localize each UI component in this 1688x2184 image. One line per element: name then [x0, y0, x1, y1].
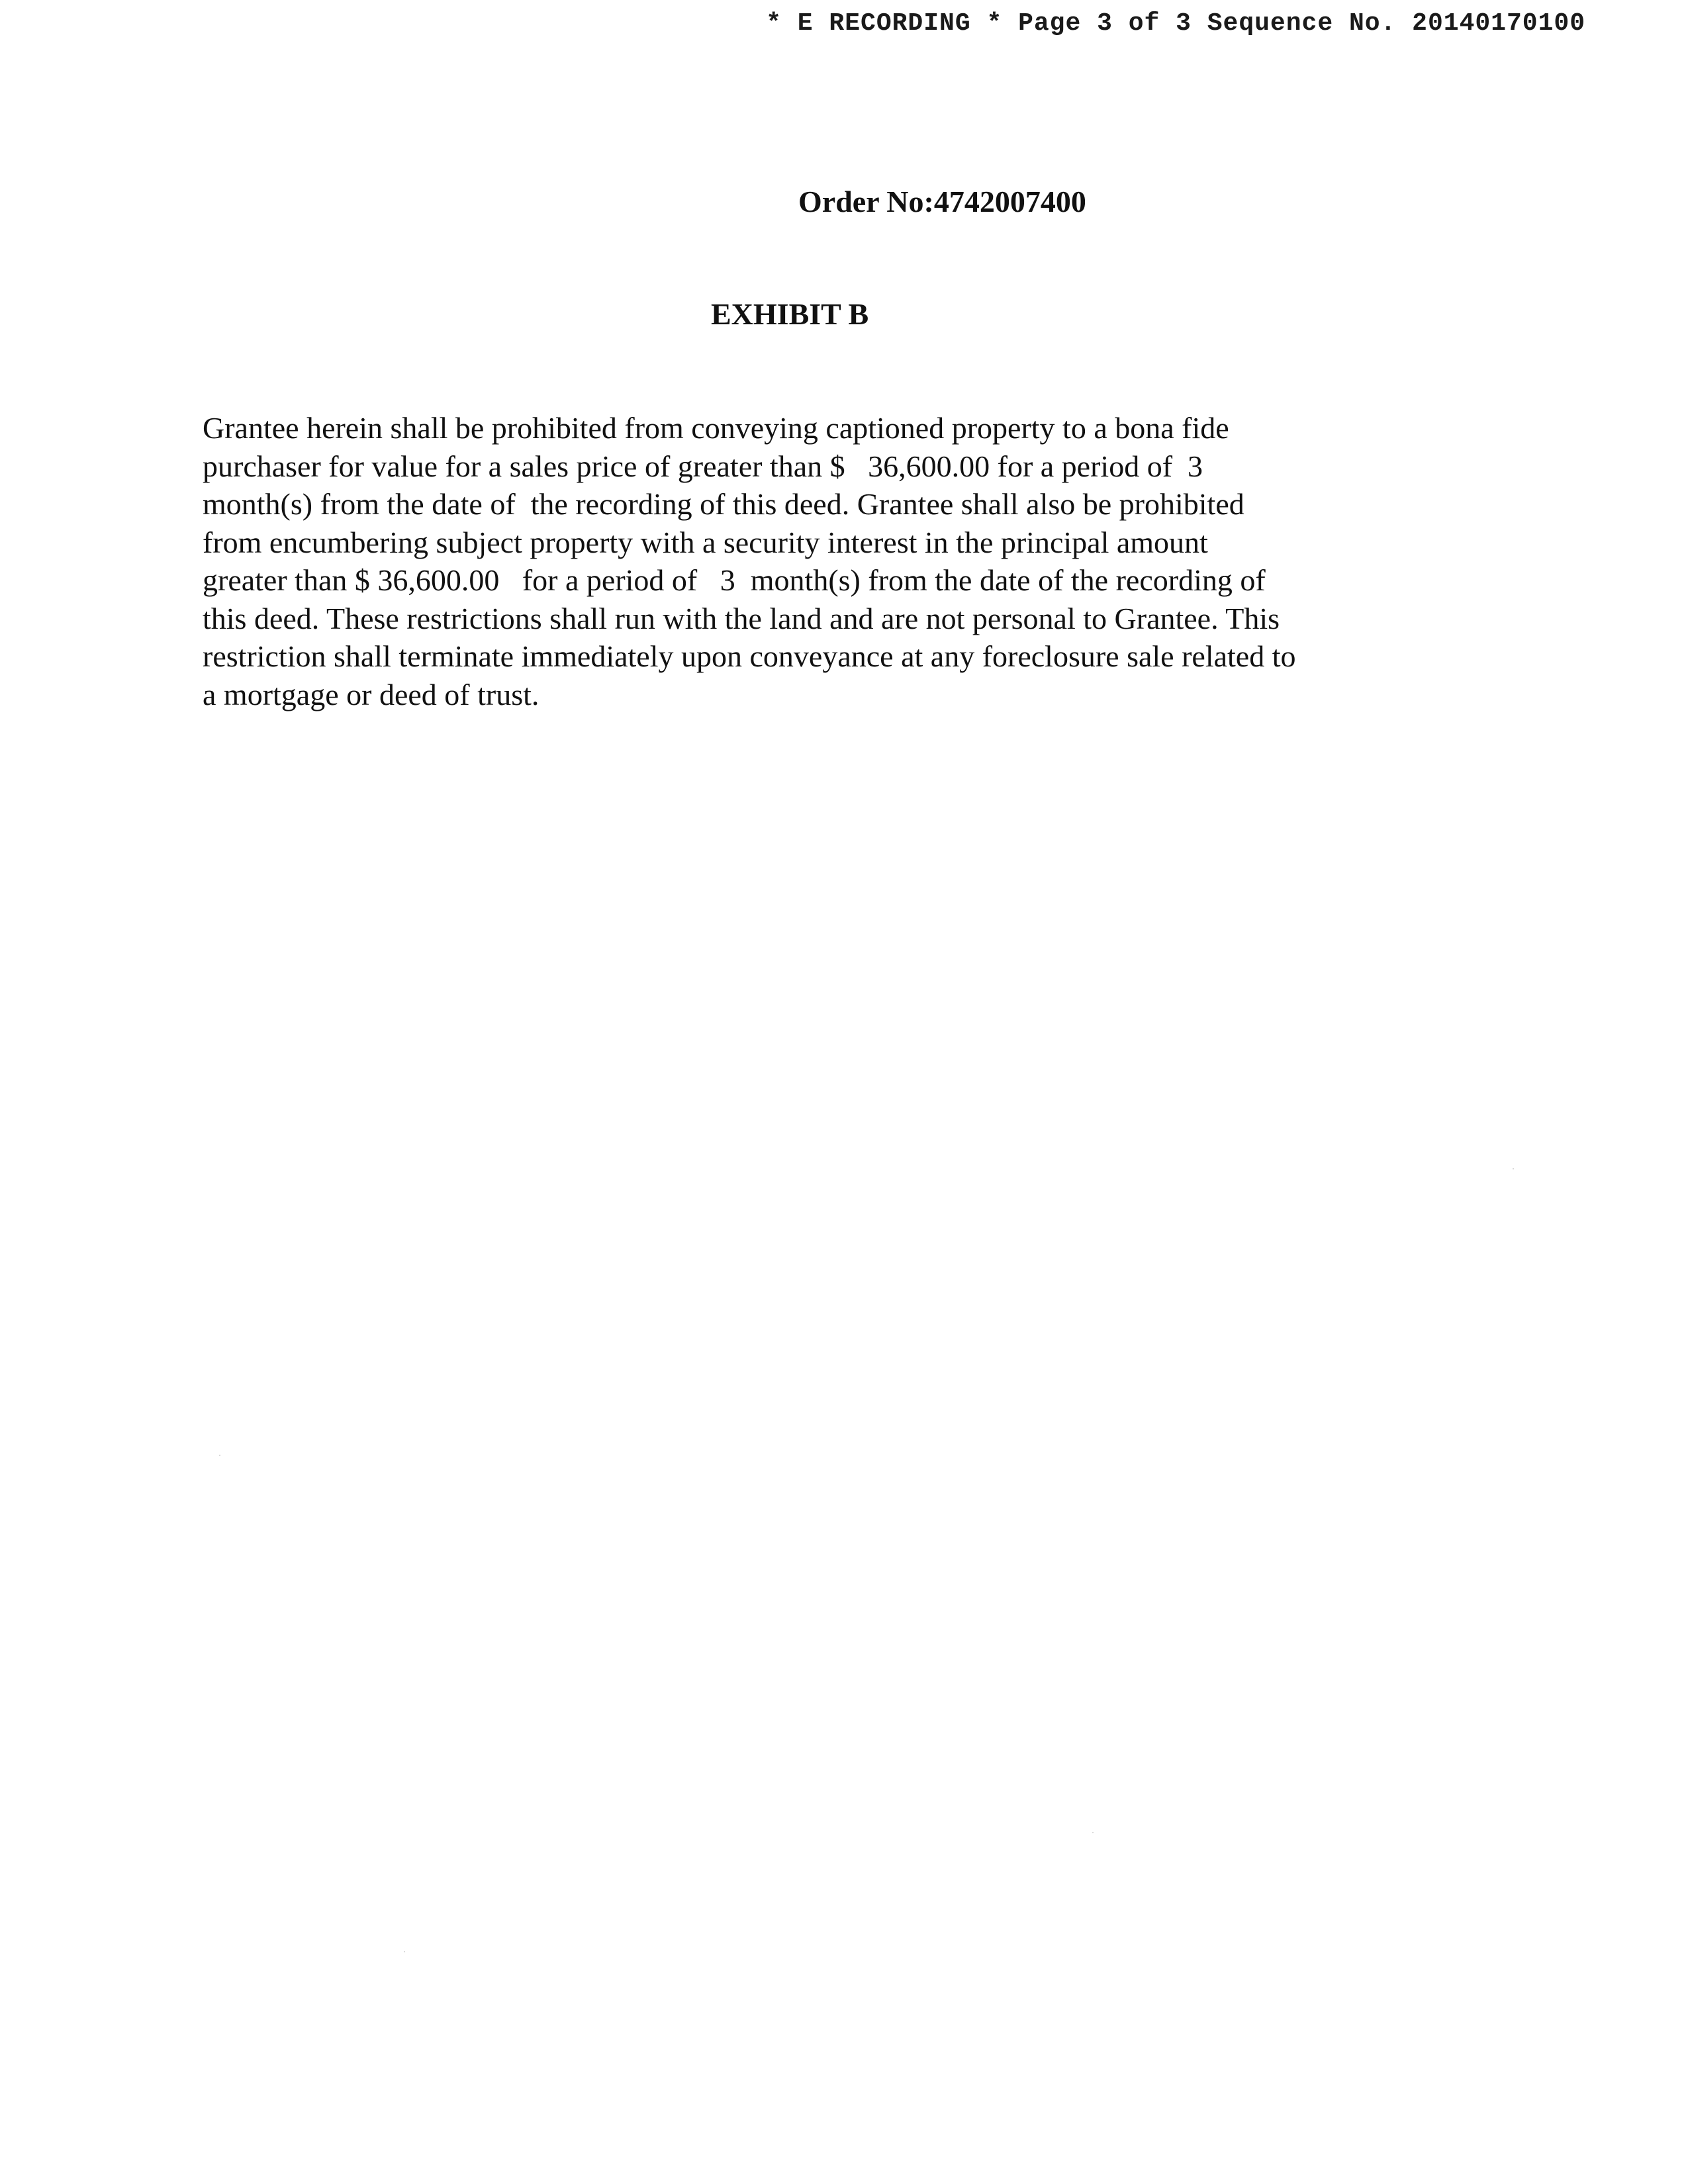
paragraph-line: restriction shall terminate immediately upon conveyance at any foreclosure sale related to: [203, 639, 1296, 673]
exhibit-title: EXHIBIT B: [711, 297, 869, 331]
scan-speck: [1092, 1832, 1094, 1833]
recording-stamp: * E RECORDING * Page 3 of 3 Sequence No. 20140170100: [766, 9, 1585, 38]
paragraph-line: Grantee herein shall be prohibited from conveying captioned property to a bona fide: [203, 411, 1229, 445]
scan-speck: [219, 1455, 220, 1456]
paragraph-line: this deed. These restrictions shall run with the land and are not personal to Grantee. This: [203, 601, 1280, 635]
restriction-paragraph: [203, 409, 1460, 713]
paragraph-line: purchaser for value for a sales price of greater than $ 36,600.00 for a period of 3: [203, 449, 1203, 483]
paragraph-line: a mortgage or deed of trust.: [203, 677, 539, 711]
paragraph-line: month(s) from the date of the recording of this deed. Grantee shall also be prohibited: [203, 487, 1244, 521]
paragraph-line: greater than $ 36,600.00 for a period of 3 month(s) from the date of the recording of: [203, 563, 1266, 597]
order-number: Order No:4742007400: [798, 185, 1086, 218]
scan-speck: [404, 1951, 405, 1952]
scan-speck: [1513, 1168, 1514, 1169]
paragraph-line: from encumbering subject property with a security interest in the principal amount: [203, 525, 1208, 559]
